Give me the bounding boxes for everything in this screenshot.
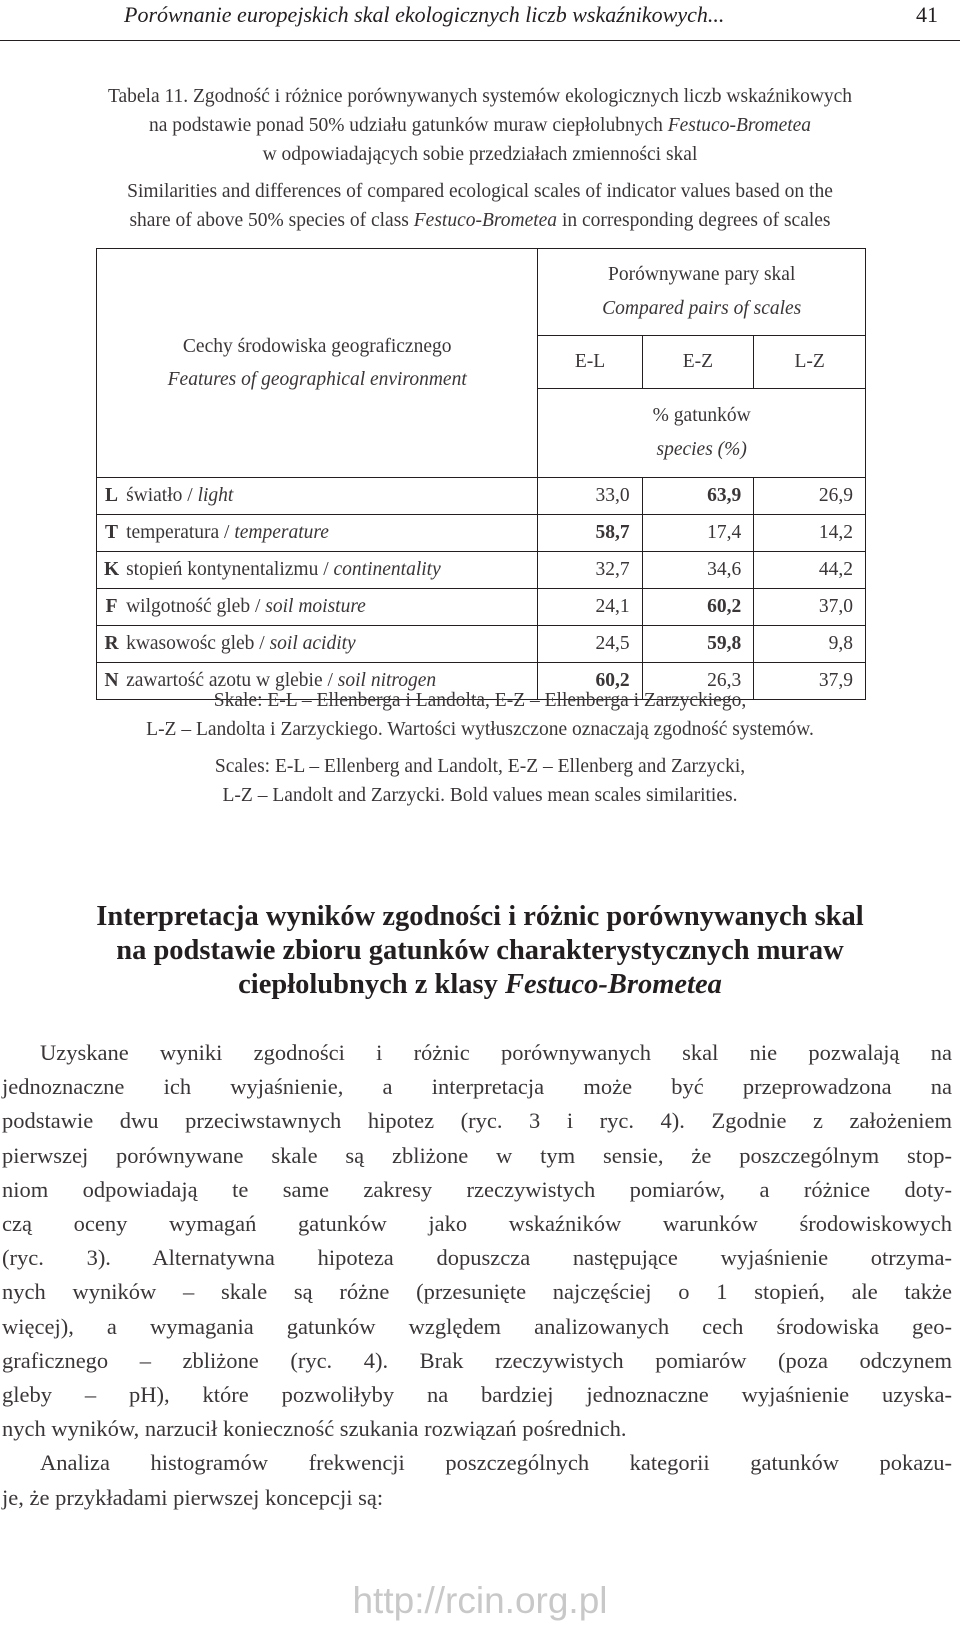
caption-en-line-2-text: share of above 50% species of class bbox=[129, 210, 414, 231]
running-head bbox=[0, 0, 960, 41]
caption-pl-taxon: Festuco-Brometea bbox=[667, 115, 812, 136]
body-line: (ryc. 3). Alternatywna hipoteza dopuszcza następujące wyjaśnienie otrzyma- bbox=[2, 1245, 952, 1271]
value-cell: 33,0 bbox=[538, 478, 642, 515]
value-cell: 34,6 bbox=[642, 552, 754, 589]
body-line: nych wyników, narzucił konieczność szukania rozwiązań pośrednich. bbox=[2, 1416, 627, 1442]
value-cell: 26,9 bbox=[754, 478, 866, 515]
row-feature bbox=[126, 515, 538, 552]
caption-en-line-2-tail: in corresponding degrees of scales bbox=[557, 210, 831, 231]
row-feature-en: soil nitrogen bbox=[337, 670, 437, 691]
caption-pl-line-1: Tabela 11. Zgodność i różnice porównywanych systemów ekologicznych liczb wskaźnikowych bbox=[107, 86, 853, 107]
value-cell: 59,8 bbox=[642, 626, 754, 663]
row-feature-en: continentality bbox=[333, 559, 441, 580]
value-cell: 37,9 bbox=[754, 663, 866, 700]
body-text bbox=[2, 1036, 952, 1515]
body-line: je, że przykładami pierwszej koncepcji są: bbox=[2, 1484, 384, 1510]
unit-header-en: species (%) bbox=[656, 439, 747, 460]
page-number: 41 bbox=[916, 2, 938, 27]
value-cell: 17,4 bbox=[642, 515, 754, 552]
table-row bbox=[97, 515, 866, 552]
note-pl-line-1: Skale: E-L – Ellenberga i Landolta, E-Z – Ellenberga i Zarzyckiego, bbox=[213, 690, 747, 711]
caption-pl-line-2-text: na podstawie ponad 50% udziału gatunków muraw ciepłolubnych bbox=[148, 115, 668, 136]
value-cell: 26,3 bbox=[642, 663, 754, 700]
heading-line-1: Interpretacja wyników zgodności i różnic porównywanych skal bbox=[96, 901, 864, 932]
row-feature-en: soil moisture bbox=[265, 596, 366, 617]
row-feature-pl: stopień kontynentalizmu / bbox=[126, 559, 334, 580]
heading-line-3 bbox=[0, 968, 960, 1002]
row-feature-pl: zawartość azotu w glebie / bbox=[126, 670, 338, 691]
pairs-header-cell bbox=[538, 249, 866, 336]
body-line: nych wyników – skale są różne (przesunięte najczęściej o 1 stopień, ale także bbox=[2, 1279, 952, 1305]
note-pl-line-2: L-Z – Landolta i Zarzyckiego. Wartości wytłuszczone oznaczają zgodność systemów. bbox=[146, 719, 814, 740]
body-line: Analiza histogramów frekwencji poszczególnych kategorii gatunków pokazu- bbox=[40, 1450, 952, 1476]
row-feature bbox=[126, 626, 538, 663]
value-cell: 60,2 bbox=[642, 589, 754, 626]
table-notes bbox=[0, 686, 960, 810]
row-feature-en: soil acidity bbox=[269, 633, 356, 654]
caption-en-line-2 bbox=[0, 206, 960, 235]
row-feature bbox=[126, 478, 538, 515]
row-code: F bbox=[97, 589, 127, 626]
body-line: Uzyskane wyniki zgodności i różnic porównywanych skal nie pozwalają na bbox=[40, 1040, 952, 1065]
value-cell: 14,2 bbox=[754, 515, 866, 552]
feature-header-en: Features of geographical environment bbox=[167, 369, 467, 390]
value-cell: 37,0 bbox=[754, 589, 866, 626]
table-row bbox=[97, 589, 866, 626]
heading-line-2: na podstawie zbioru gatunków charakterystycznych muraw bbox=[116, 935, 844, 966]
row-code: T bbox=[97, 515, 127, 552]
row-feature-pl: temperatura / bbox=[126, 522, 235, 543]
section-heading bbox=[0, 900, 960, 1002]
body-line: więcej), a wymagania gatunków względem analizowanych cech środowiska geo- bbox=[2, 1313, 952, 1339]
row-feature-pl: wilgotność gleb / bbox=[126, 596, 266, 617]
row-code: K bbox=[97, 552, 127, 589]
body-line: pierwszej porównywane skale są zbliżone w tym sensie, że poszczególnym stop- bbox=[2, 1142, 952, 1168]
unit-header-cell bbox=[538, 389, 866, 478]
note-en-line-2: L-Z – Landolt and Zarzycki. Bold values mean scales similarities. bbox=[222, 785, 738, 806]
body-line: jednoznaczne ich wyjaśnienie, a interpretacja może być przeprowadzona na bbox=[2, 1074, 952, 1100]
body-line: czą oceny wymagań gatunków jako wskaźników warunków środowiskowych bbox=[2, 1211, 952, 1237]
row-feature-en: temperature bbox=[234, 522, 329, 543]
caption-pl-line-2 bbox=[0, 111, 960, 140]
table-row bbox=[97, 626, 866, 663]
row-feature-pl: światło / bbox=[126, 485, 198, 506]
caption-pl-line-3: w odpowiadających sobie przedziałach zmienności skal bbox=[262, 144, 698, 165]
row-feature-en: light bbox=[197, 485, 234, 506]
row-feature bbox=[126, 552, 538, 589]
body-line: gleby – pH), które pozwoliłyby na bardziej jednoznaczne wyjaśnienie uzyska- bbox=[2, 1382, 952, 1408]
caption-en-taxon: Festuco-Brometea bbox=[413, 210, 558, 231]
value-cell: 58,7 bbox=[538, 515, 642, 552]
feature-header-pl: Cechy środowiska geograficznego bbox=[182, 336, 452, 357]
value-cell: 60,2 bbox=[538, 663, 642, 700]
row-code: L bbox=[97, 478, 127, 515]
column-header: E-Z bbox=[642, 336, 754, 389]
row-feature bbox=[126, 589, 538, 626]
table-caption bbox=[0, 82, 960, 235]
value-cell: 24,1 bbox=[538, 589, 642, 626]
value-cell: 32,7 bbox=[538, 552, 642, 589]
pairs-header-en: Compared pairs of scales bbox=[602, 298, 802, 319]
value-cell: 24,5 bbox=[538, 626, 642, 663]
heading-taxon: Festuco-Brometea bbox=[504, 969, 722, 1000]
note-en-line-1: Scales: E-L – Ellenberg and Landolt, E-Z – Ellenberg and Zarzycki, bbox=[214, 756, 746, 777]
body-line: graficznego – zbliżone (ryc. 4). Brak rzeczywistych pomiarów (poza odczynem bbox=[2, 1347, 952, 1373]
caption-en-line-1: Similarities and differences of compared ecological scales of indicator values based on the bbox=[127, 181, 833, 202]
watermark-url: http://rcin.org.pl bbox=[352, 1580, 608, 1621]
value-cell: 44,2 bbox=[754, 552, 866, 589]
value-cell: 63,9 bbox=[642, 478, 754, 515]
body-line: niom odpowiadają te same zakresy rzeczywistych pomiarów, a różnice doty- bbox=[2, 1176, 952, 1202]
comparison-table bbox=[96, 248, 866, 700]
table-row bbox=[97, 478, 866, 515]
column-header: L-Z bbox=[754, 336, 866, 389]
feature-header-cell bbox=[97, 249, 538, 478]
body-line: podstawie dwu przeciwstawnych hipotez (ryc. 3 i ryc. 4). Zgodnie z założeniem bbox=[2, 1108, 952, 1134]
row-code: R bbox=[97, 626, 127, 663]
table-row bbox=[97, 552, 866, 589]
row-code: N bbox=[97, 663, 127, 700]
unit-header-pl: % gatunków bbox=[652, 405, 751, 426]
column-header: E-L bbox=[538, 336, 642, 389]
running-head-title: Porównanie europejskich skal ekologicznych liczb wskaźnikowych... bbox=[124, 2, 725, 27]
value-cell: 9,8 bbox=[754, 626, 866, 663]
heading-line-3-text: ciepłolubnych z klasy bbox=[238, 969, 505, 1000]
pairs-header-pl: Porównywane pary skal bbox=[608, 264, 796, 285]
row-feature-pl: kwasowośc gleb / bbox=[126, 633, 270, 654]
